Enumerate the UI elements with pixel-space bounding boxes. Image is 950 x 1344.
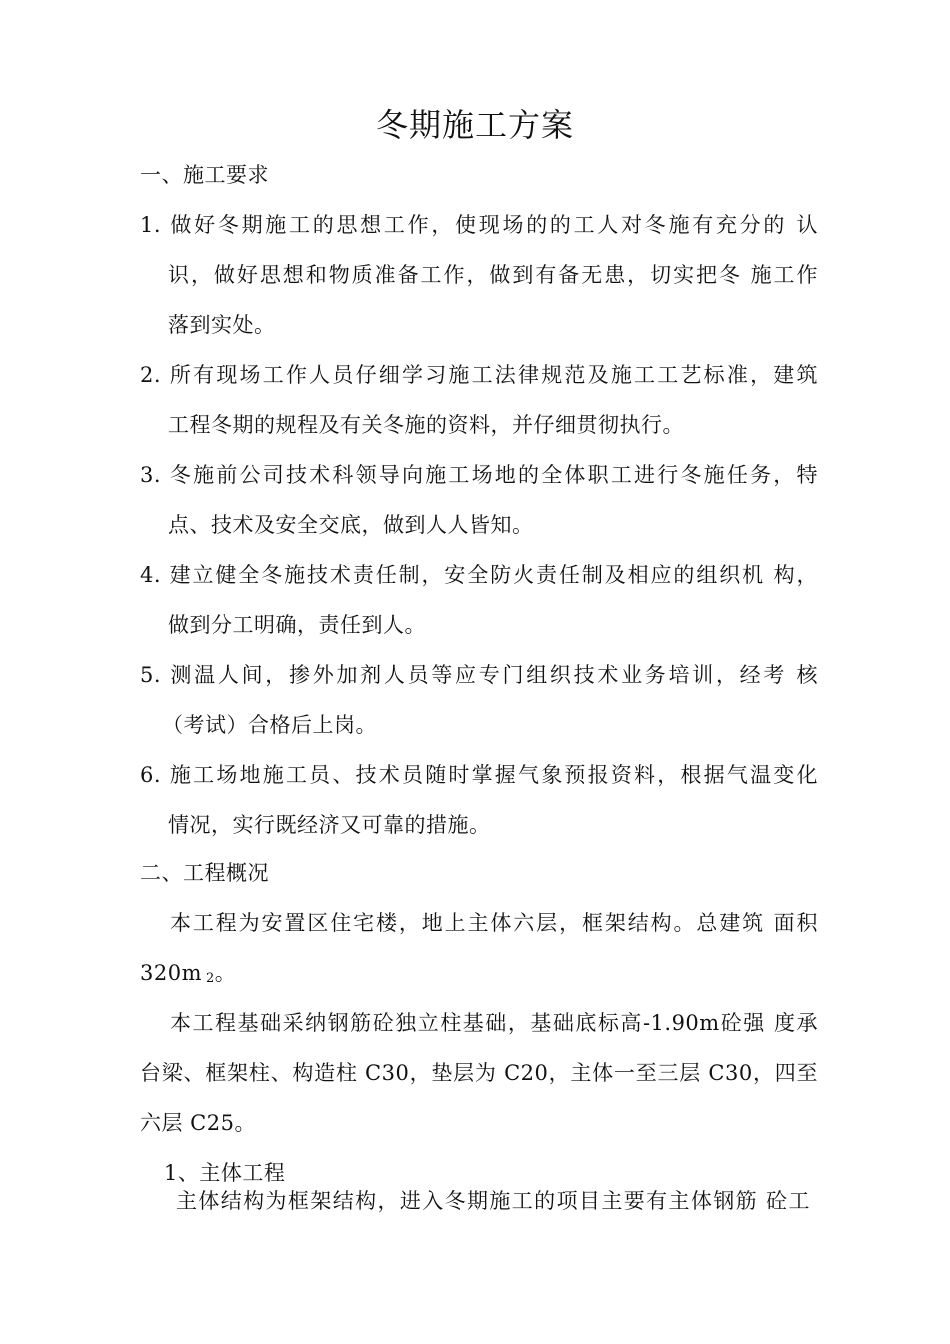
list-item-4-line-1: 4. 建立健全冬施技术责任制，安全防火责任制及相应的组织机 构， bbox=[140, 563, 818, 587]
overview-para-2-line-1: 本工程基础采纳钢筋砼独立柱基础，基础底标高-1.90m砼强 度承 bbox=[170, 1011, 818, 1035]
overview-para-1-line-1: 本工程为安置区住宅楼，地上主体六层，框架结构。总建筑 面积 bbox=[170, 911, 818, 935]
area-value: 320m bbox=[140, 961, 202, 985]
list-item-4-line-2: 做到分工明确，责任到人。 bbox=[168, 613, 426, 637]
list-item-2-line-2: 工程冬期的规程及有关冬施的资料，并仔细贯彻执行。 bbox=[168, 413, 684, 437]
list-item-5-line-1: 5. 测温人间，掺外加剂人员等应专门组织技术业务培训，经考 核 bbox=[140, 663, 818, 687]
list-item-6-line-1: 6. 施工场地施工员、技术员随时掌握气象预报资料，根据气温变化 bbox=[140, 763, 818, 787]
overview-para-2-line-2: 台梁、框架柱、构造柱 C30，垫层为 C20，主体一至三层 C30，四至 bbox=[140, 1061, 818, 1085]
area-unit-exponent: 2 bbox=[206, 971, 215, 986]
list-item-3-line-1: 3. 冬施前公司技术科领导向施工场地的全体职工进行冬施任务，特 bbox=[140, 463, 818, 487]
overview-para-2-line-3: 六层 C25。 bbox=[140, 1111, 256, 1135]
list-item-3-line-2: 点、技术及安全交底，做到人人皆知。 bbox=[168, 513, 534, 537]
list-item-2-line-1: 2. 所有现场工作人员仔细学习施工法律规范及施工工艺标准，建筑 bbox=[140, 363, 818, 387]
list-item-1-line-2: 识，做好思想和物质准备工作，做到有备无患，切实把冬 施工作 bbox=[168, 263, 818, 287]
sub-heading-main-structure: 1、主体工程 bbox=[164, 1161, 286, 1185]
section-heading-requirements: 一、施工要求 bbox=[140, 163, 269, 187]
section-heading-overview: 二、工程概况 bbox=[140, 861, 269, 885]
area-period: 。 bbox=[214, 961, 237, 985]
overview-para-1-line-2 bbox=[140, 958, 236, 994]
list-item-1-line-3: 落到实处。 bbox=[168, 313, 276, 337]
list-item-6-line-2: 情况，实行既经济又可靠的措施。 bbox=[168, 813, 491, 837]
main-structure-para-line-1: 主体结构为框架结构，进入冬期施工的项目主要有主体钢筋 砼工 bbox=[176, 1189, 810, 1213]
document-title: 冬期施工方案 bbox=[375, 106, 574, 144]
list-item-5-line-2: （考试）合格后上岗。 bbox=[162, 713, 377, 737]
list-item-1-line-1: 1. 做好冬期施工的思想工作，使现场的的工人对冬施有充分的 认 bbox=[140, 213, 818, 237]
